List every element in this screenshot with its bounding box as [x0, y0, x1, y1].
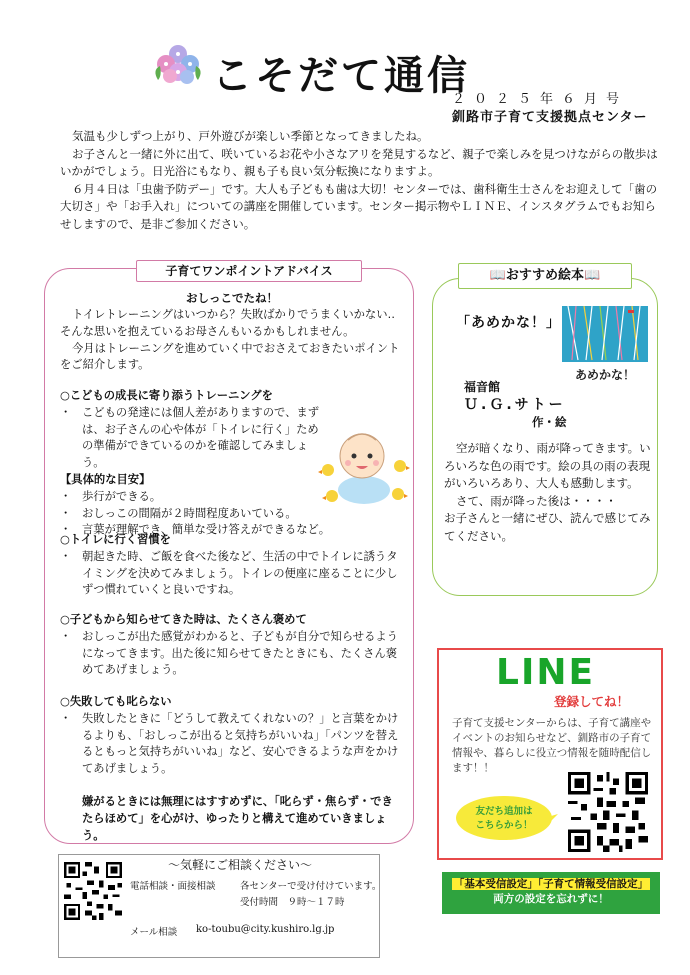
book-cover-image [562, 306, 648, 386]
list-item [60, 629, 402, 679]
list-item-text: 言葉が理解でき、簡単な受け答えができるなど。 [82, 523, 331, 537]
advice-lead: トイレトレーニングはいつから？失敗ばかりでうまくいかない‥そんな思いを抱えているお母さんもいるかもしれません。 [60, 308, 396, 338]
line-description: 子育て支援センターからは、子育て講座やイベントのお知らせなど、釧路市の子育て情報や、暮らしに役立つ情報を随時配信します！！ [452, 717, 652, 774]
line-qr-code[interactable] [568, 772, 648, 852]
bullet: ・ [60, 506, 72, 520]
list-item-text: 朝起きた時、ご飯を食べた後など、生活の中でトイレに誘うタイミングを決めてみましょう。トイレの便座に座ることに少しずつ慣れていくと良いですね。 [82, 549, 398, 597]
line-logo: LINE [496, 652, 596, 693]
note-text: 両方の設定を忘れずに！ [493, 893, 609, 905]
list-item-text: 歩行ができる。 [82, 489, 162, 503]
book-description [444, 440, 656, 545]
bullet: ・ [60, 405, 72, 419]
consultation-qr-code[interactable] [64, 862, 122, 920]
mail-address[interactable]: ko-toubu@city.kushiro.lg.jp [196, 924, 335, 935]
intro-paragraph: 気温も少しずつ上がり、戸外遊びが楽しい季節となってきましたね。 [72, 129, 429, 143]
bullet: ・ [60, 711, 72, 725]
book-publisher: 福音館 [464, 380, 501, 394]
speech-bubble [454, 792, 558, 844]
advice-section-4 [60, 694, 402, 844]
line-settings-note [442, 872, 660, 914]
bullet: ・ [60, 549, 72, 563]
advice-lead: 今月はトレーニングを進めていく中でおさえておきたいポイントをご紹介します。 [60, 341, 400, 372]
bullet: ・ [60, 489, 72, 503]
newsletter-title: こそだて通信 [212, 53, 470, 99]
consultation-heading: ～気軽にご相談ください～ [168, 858, 313, 872]
advice-heading: 子育てワンポイントアドバイス [136, 260, 362, 282]
section-heading: ○失敗しても叱らない [60, 695, 172, 708]
book-cover-art [562, 306, 648, 386]
list-item [60, 549, 402, 599]
book-desc-paragraph: さて、雨が降った後は・・・・ [456, 493, 617, 508]
hydrangea-icon [150, 40, 206, 88]
book-author: Ｕ.Ｇ.サトー [464, 397, 566, 413]
book-desc-paragraph: 空が暗くなり、雨が降ってきます。いろいろな色の雨です。絵の具の雨の表現がいろいろあり、大人も感動します。 [444, 441, 651, 490]
advice-subtitle: おしっこでたね！ [186, 291, 278, 305]
advice-section-2 [60, 532, 402, 599]
note-highlight: 「基本受信設定」「子育て情報受信設定」 [453, 878, 649, 890]
book-role: 作・絵 [532, 415, 567, 429]
list-item-text: おしっこの間隔が２時間程度あいている。 [82, 506, 297, 520]
section-subheading: 【具体的な目安】 [60, 472, 151, 486]
intro-text [60, 128, 660, 233]
phone-consult-label: 電話相談・面接相談 [130, 881, 216, 892]
advice-closing: 嫌がるときには無理にはすすめずに、「叱らず・焦らず・できたらほめて」を心がけ、ゆったりと構えて進めていきましょう。 [82, 794, 393, 842]
issue-date: ２０２５年６月号 [452, 92, 629, 107]
line-register-text: 登録してね！ [554, 694, 630, 709]
book-title: 「あめかな！」 [456, 315, 561, 331]
list-item-text: こどもの発達には個人差がありますので、まずは、お子さんの心や体が「トイレに行く」ための準備ができているのかを確認してみましょう。 [82, 405, 320, 470]
center-name: 釧路市子育て支援拠点センター [452, 110, 648, 125]
list-item-text: 失敗したときに「どうして教えてくれないの？」と言葉をかけるよりも、「おしっこが出ると気持ちがいいね」「パンツを替えるともっと気持ちがいいね」など、安心できるような声をかけてあげましょう。 [82, 711, 399, 776]
phone-consult-text: 各センターで受け付けています。 [240, 881, 382, 892]
section-heading: ○子どもから知らせてきた時は、たくさん褒めて [60, 613, 307, 626]
mail-consult-label: メール相談 [130, 927, 178, 938]
book-cover-title: あめかな！ [574, 368, 636, 382]
bubble-text: こちらから！ [475, 820, 533, 831]
book-desc-paragraph: お子さんと一緒にぜひ、読んで感じてみてください。 [444, 511, 651, 543]
advice-section-3 [60, 612, 402, 679]
list-item [60, 711, 402, 778]
bubble-text: 友だち追加は [475, 806, 533, 817]
advice-body [60, 307, 405, 374]
intro-paragraph: お子さんと一緒に外に出て、咲いているお花や小さなアリを発見するなど、親子で楽しみを見つけながらの散歩はいかがでしょう。日光浴にもなり、親も子も良い気分転換になりますよ。 [60, 146, 658, 178]
list-item [60, 506, 402, 523]
consult-hours: 受付時間 ９時～１７時 [240, 897, 345, 908]
intro-paragraph: ６月４日は「虫歯予防デー」です。大人も子どもも歯は大切！センターでは、歯科衛生士さんをお迎えして「歯の大切さ」や「お手入れ」についての講座を開催しています。センター掲示物やＬＩＮＥ、インスタグラムでもお知らせしますので、是非ご参加ください。 [60, 181, 658, 231]
bullet: ・ [60, 523, 72, 537]
baby-illustration [318, 426, 410, 508]
book-heading: 📖おすすめ絵本📖 [458, 263, 632, 289]
list-item-text: おしっこが出た感覚がわかると、子どもが自分で知らせるようになってきます。出た後に知らせてきたときにも、たくさん褒めてあげましょう。 [82, 629, 398, 677]
bullet: ・ [60, 629, 72, 643]
section-heading: ○こどもの成長に寄り添うトレーニングを [60, 389, 273, 402]
section-heading: ○トイレに行く習慣を [60, 533, 171, 546]
